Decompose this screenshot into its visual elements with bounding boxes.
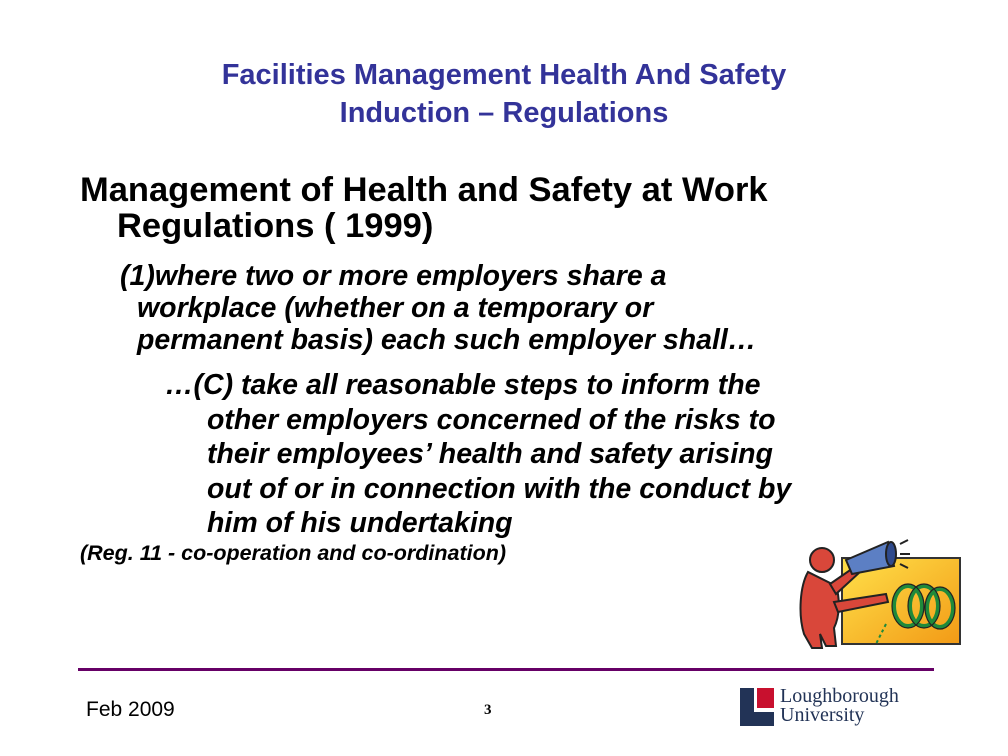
clause-c-line1: …(C) take all reasonable steps to inform the <box>165 369 761 401</box>
footer-date: Feb 2009 <box>86 698 175 721</box>
clause-1-line1: (1)where two or more employers share a <box>120 260 667 292</box>
clause-c <box>165 368 965 541</box>
regulation-heading <box>80 172 960 244</box>
clause-1-line2: workplace (whether on a temporary or <box>137 292 654 324</box>
footer-divider <box>78 668 934 671</box>
slide-title-line1: Facilities Management Health And Safety <box>221 59 787 91</box>
slide-title-line2: Induction – Regulations <box>339 97 669 129</box>
clause-c-line3: their employees’ health and safety arising <box>207 438 773 470</box>
clause-c-line5: him of his undertaking <box>207 507 513 539</box>
clause-1 <box>120 260 980 356</box>
slide-title <box>0 56 1008 132</box>
university-logo <box>740 685 930 730</box>
regulation-heading-line2: Regulations ( 1999) <box>117 207 434 245</box>
clause-1-line3: permanent basis) each such employer shall… <box>137 324 757 356</box>
page-number: 3 <box>484 702 492 718</box>
logo-text-line1: Loughborough <box>780 685 899 707</box>
clause-c-line2: other employers concerned of the risks to <box>207 403 776 436</box>
logo-text <box>780 687 899 725</box>
logo-text-line2: University <box>780 704 865 726</box>
megaphone-figure-icon <box>790 536 965 654</box>
regulation-heading-line1: Management of Health and Safety at Work <box>80 171 768 209</box>
loughborough-logo-icon <box>740 688 774 726</box>
regulation-reference: (Reg. 11 - co-operation and co-ordination) <box>80 541 507 565</box>
clause-c-line4: out of or in connection with the conduct by <box>207 472 792 505</box>
